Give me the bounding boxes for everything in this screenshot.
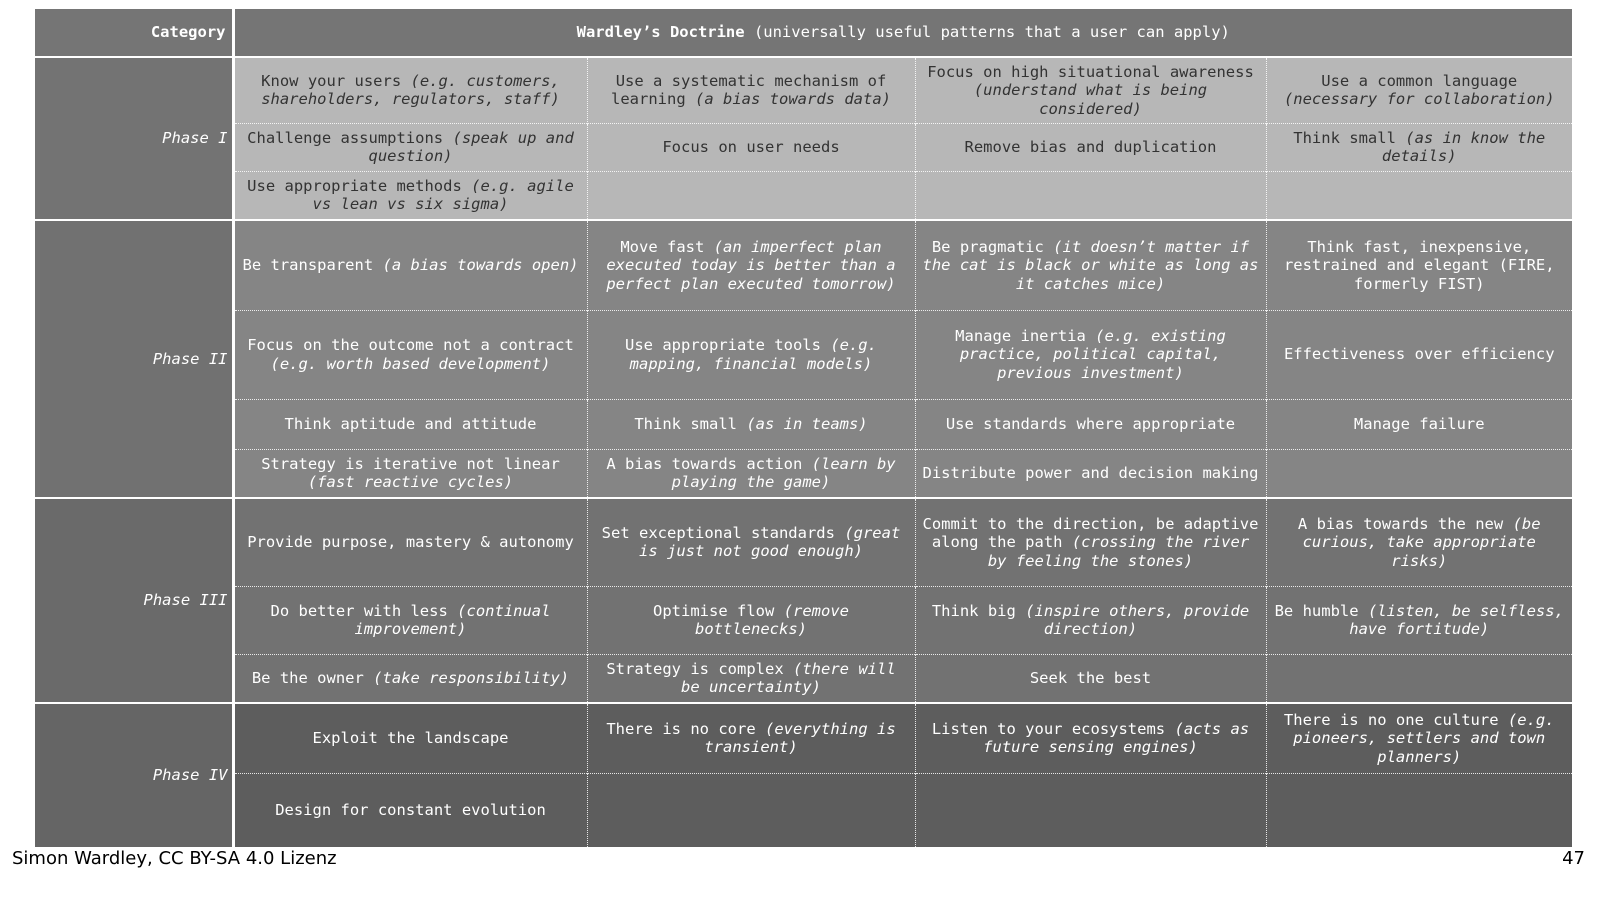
doctrine-principle: Think small — [634, 414, 737, 433]
doctrine-cell — [587, 399, 915, 449]
doctrine-explanation: (e.g. worth based development) — [270, 354, 551, 373]
doctrine-principle: Effectiveness over efficiency — [1283, 345, 1555, 364]
doctrine-explanation: (continual improvement) — [354, 601, 551, 638]
doctrine-principle: Know your users — [261, 71, 402, 90]
doctrine-cell — [1266, 171, 1572, 220]
doctrine-cell — [587, 310, 915, 399]
doctrine-row — [35, 703, 1572, 773]
doctrine-cell — [1266, 703, 1572, 773]
doctrine-explanation: (it doesn’t matter if the cat is black or white as long as it catches mice) — [922, 237, 1259, 293]
doctrine-cell — [1266, 654, 1572, 703]
doctrine-cell — [915, 171, 1266, 220]
doctrine-explanation: (acts as future sensing engines) — [983, 719, 1250, 757]
doctrine-cell — [587, 498, 915, 586]
doctrine-cell — [233, 123, 587, 171]
doctrine-explanation: (necessary for collaboration) — [1283, 90, 1555, 109]
doctrine-principle: Seek the best — [1029, 669, 1152, 687]
doctrine-row — [35, 123, 1572, 171]
doctrine-principle: Optimise flow — [653, 601, 775, 620]
doctrine-cell — [915, 449, 1266, 498]
doctrine-principle: There is no core — [606, 719, 756, 738]
doctrine-table — [35, 9, 1572, 847]
doctrine-cell — [1266, 773, 1572, 847]
doctrine-cell — [915, 220, 1266, 310]
doctrine-explanation: (great is just not good enough) — [639, 523, 901, 561]
doctrine-explanation: (inspire others, provide direction) — [1025, 601, 1250, 638]
doctrine-principle: Remove bias and duplication — [964, 137, 1217, 156]
doctrine-body — [35, 57, 1572, 847]
doctrine-cell — [587, 171, 915, 220]
doctrine-explanation: (as in know the details) — [1381, 128, 1546, 165]
doctrine-cell — [915, 57, 1266, 123]
doctrine-principle: Strategy is iterative not linear — [261, 454, 560, 473]
doctrine-cell — [1266, 586, 1572, 654]
doctrine-explanation: (remove bottlenecks) — [695, 601, 849, 638]
category-header: Category — [35, 9, 233, 57]
doctrine-principle: A bias towards action — [606, 454, 803, 473]
doctrine-row — [35, 310, 1572, 399]
doctrine-cell — [587, 586, 915, 654]
doctrine-title: Wardley’s Doctrine — [576, 23, 745, 42]
doctrine-row — [35, 220, 1572, 310]
doctrine-principle: Use appropriate methods — [247, 176, 462, 195]
doctrine-cell — [915, 586, 1266, 654]
doctrine-explanation: (e.g. agile vs lean vs six sigma) — [312, 176, 574, 214]
doctrine-principle: Be humble — [1274, 601, 1359, 620]
doctrine-principle: Exploit the landscape — [312, 729, 509, 747]
doctrine-cell — [587, 57, 915, 123]
doctrine-explanation: (crossing the river by feeling the stones) — [987, 533, 1250, 570]
doctrine-principle: Challenge assumptions — [247, 128, 444, 147]
credit-line: Simon Wardley, CC BY-SA 4.0 Lizenz — [12, 848, 337, 869]
doctrine-principle: Provide purpose, mastery & autonomy — [247, 533, 574, 551]
doctrine-principle: Use standards where appropriate — [945, 414, 1236, 433]
doctrine-cell — [915, 123, 1266, 171]
doctrine-explanation: (as in teams) — [746, 414, 868, 433]
doctrine-cell — [587, 654, 915, 703]
doctrine-cell — [587, 703, 915, 773]
phase-label: Phase IV — [35, 703, 233, 847]
doctrine-cell — [233, 399, 587, 449]
doctrine-cell — [1266, 123, 1572, 171]
doctrine-explanation: (e.g. customers, shareholders, regulators, staff) — [261, 71, 560, 109]
doctrine-principle: Listen to your ecosystems — [931, 719, 1166, 738]
doctrine-explanation: (there will be uncertainty) — [681, 659, 896, 697]
header-row — [35, 9, 1572, 57]
doctrine-principle: Move fast — [620, 237, 705, 256]
doctrine-principle: Use a systematic mechanism of learning — [611, 71, 887, 109]
doctrine-cell — [233, 220, 587, 310]
doctrine-cell — [587, 773, 915, 847]
doctrine-explanation: (e.g. existing practice, political capital, previous investment) — [959, 326, 1226, 382]
doctrine-cell — [587, 123, 915, 171]
doctrine-principle: Think fast, inexpensive, restrained and elegant (FIRE, formerly FIST) — [1283, 237, 1555, 293]
doctrine-explanation: (speak up and question) — [368, 128, 574, 165]
doctrine-cell — [587, 220, 915, 310]
doctrine-principle: Use a common language — [1321, 71, 1518, 90]
doctrine-row — [35, 171, 1572, 220]
doctrine-principle: Manage inertia — [955, 326, 1086, 345]
doctrine-principle: There is no one culture — [1283, 710, 1499, 729]
doctrine-row — [35, 399, 1572, 449]
doctrine-principle: Be pragmatic — [931, 237, 1044, 256]
doctrine-principle: Be the owner — [251, 669, 364, 687]
doctrine-row — [35, 57, 1572, 123]
doctrine-principle: Be transparent — [242, 256, 374, 274]
doctrine-explanation: (fast reactive cycles) — [307, 473, 514, 492]
doctrine-cell — [233, 57, 587, 123]
doctrine-principle: Focus on the outcome not a contract — [247, 336, 574, 354]
phase-label: Phase I — [35, 57, 233, 220]
doctrine-cell — [587, 449, 915, 498]
doctrine-explanation: (listen, be selfless, have fortitude) — [1349, 601, 1564, 638]
doctrine-explanation: (be curious, take appropriate risks) — [1302, 514, 1541, 570]
doctrine-row — [35, 498, 1572, 586]
doctrine-table-wrapper — [35, 9, 1572, 847]
doctrine-explanation: (e.g. pioneers, settlers and town planners) — [1293, 710, 1555, 766]
doctrine-cell — [233, 703, 587, 773]
doctrine-principle: Think aptitude and attitude — [284, 414, 537, 433]
doctrine-cell — [1266, 220, 1572, 310]
doctrine-principle: A bias towards the new — [1297, 514, 1504, 533]
doctrine-explanation: (a bias towards open) — [382, 256, 579, 274]
doctrine-principle: Do better with less — [270, 601, 448, 620]
doctrine-row — [35, 773, 1572, 847]
doctrine-cell — [233, 171, 587, 220]
doctrine-principle: Commit to the direction, be adaptive along the path — [922, 514, 1259, 551]
doctrine-row — [35, 586, 1572, 654]
doctrine-cell — [915, 310, 1266, 399]
doctrine-principle: Distribute power and decision making — [922, 464, 1259, 482]
phase-label: Phase II — [35, 220, 233, 498]
doctrine-principle: Use appropriate tools — [625, 336, 821, 354]
doctrine-cell — [915, 654, 1266, 703]
doctrine-explanation: (e.g. mapping, financial models) — [629, 336, 877, 373]
doctrine-cell — [233, 773, 587, 847]
doctrine-cell — [233, 310, 587, 399]
doctrine-principle: Manage failure — [1353, 414, 1485, 433]
doctrine-explanation: (understand what is being considered) — [973, 81, 1208, 118]
doctrine-principle: Set exceptional standards — [601, 523, 835, 542]
phase-label: Phase III — [35, 498, 233, 703]
doctrine-principle: Focus on user needs — [662, 137, 840, 156]
doctrine-cell — [915, 399, 1266, 449]
doctrine-explanation: (an imperfect plan executed today is better than a perfect plan executed tomorrow) — [606, 237, 896, 293]
doctrine-principle: Design for constant evolution — [275, 801, 546, 819]
doctrine-cell — [915, 703, 1266, 773]
doctrine-principle: Think small — [1293, 128, 1396, 147]
doctrine-cell — [233, 586, 587, 654]
doctrine-cell — [1266, 399, 1572, 449]
doctrine-subtitle: (universally useful patterns that a user can apply) — [744, 23, 1230, 42]
doctrine-explanation: (take responsibility) — [373, 669, 570, 687]
doctrine-cell — [1266, 498, 1572, 586]
doctrine-row — [35, 654, 1572, 703]
doctrine-cell — [915, 498, 1266, 586]
doctrine-cell — [1266, 310, 1572, 399]
doctrine-cell — [1266, 449, 1572, 498]
page-number: 47 — [1562, 848, 1585, 869]
doctrine-cell — [233, 449, 587, 498]
doctrine-cell — [1266, 57, 1572, 123]
doctrine-explanation: (everything is transient) — [704, 719, 896, 757]
doctrine-cell — [233, 654, 587, 703]
doctrine-row — [35, 449, 1572, 498]
doctrine-cell — [233, 498, 587, 586]
doctrine-title-header — [233, 9, 1572, 57]
doctrine-principle: Think big — [931, 601, 1016, 620]
doctrine-explanation: (learn by playing the game) — [671, 454, 896, 492]
doctrine-explanation: (a bias towards data) — [695, 90, 891, 109]
doctrine-cell — [915, 773, 1266, 847]
doctrine-principle: Strategy is complex — [606, 659, 784, 678]
doctrine-principle: Focus on high situational awareness — [927, 62, 1254, 81]
